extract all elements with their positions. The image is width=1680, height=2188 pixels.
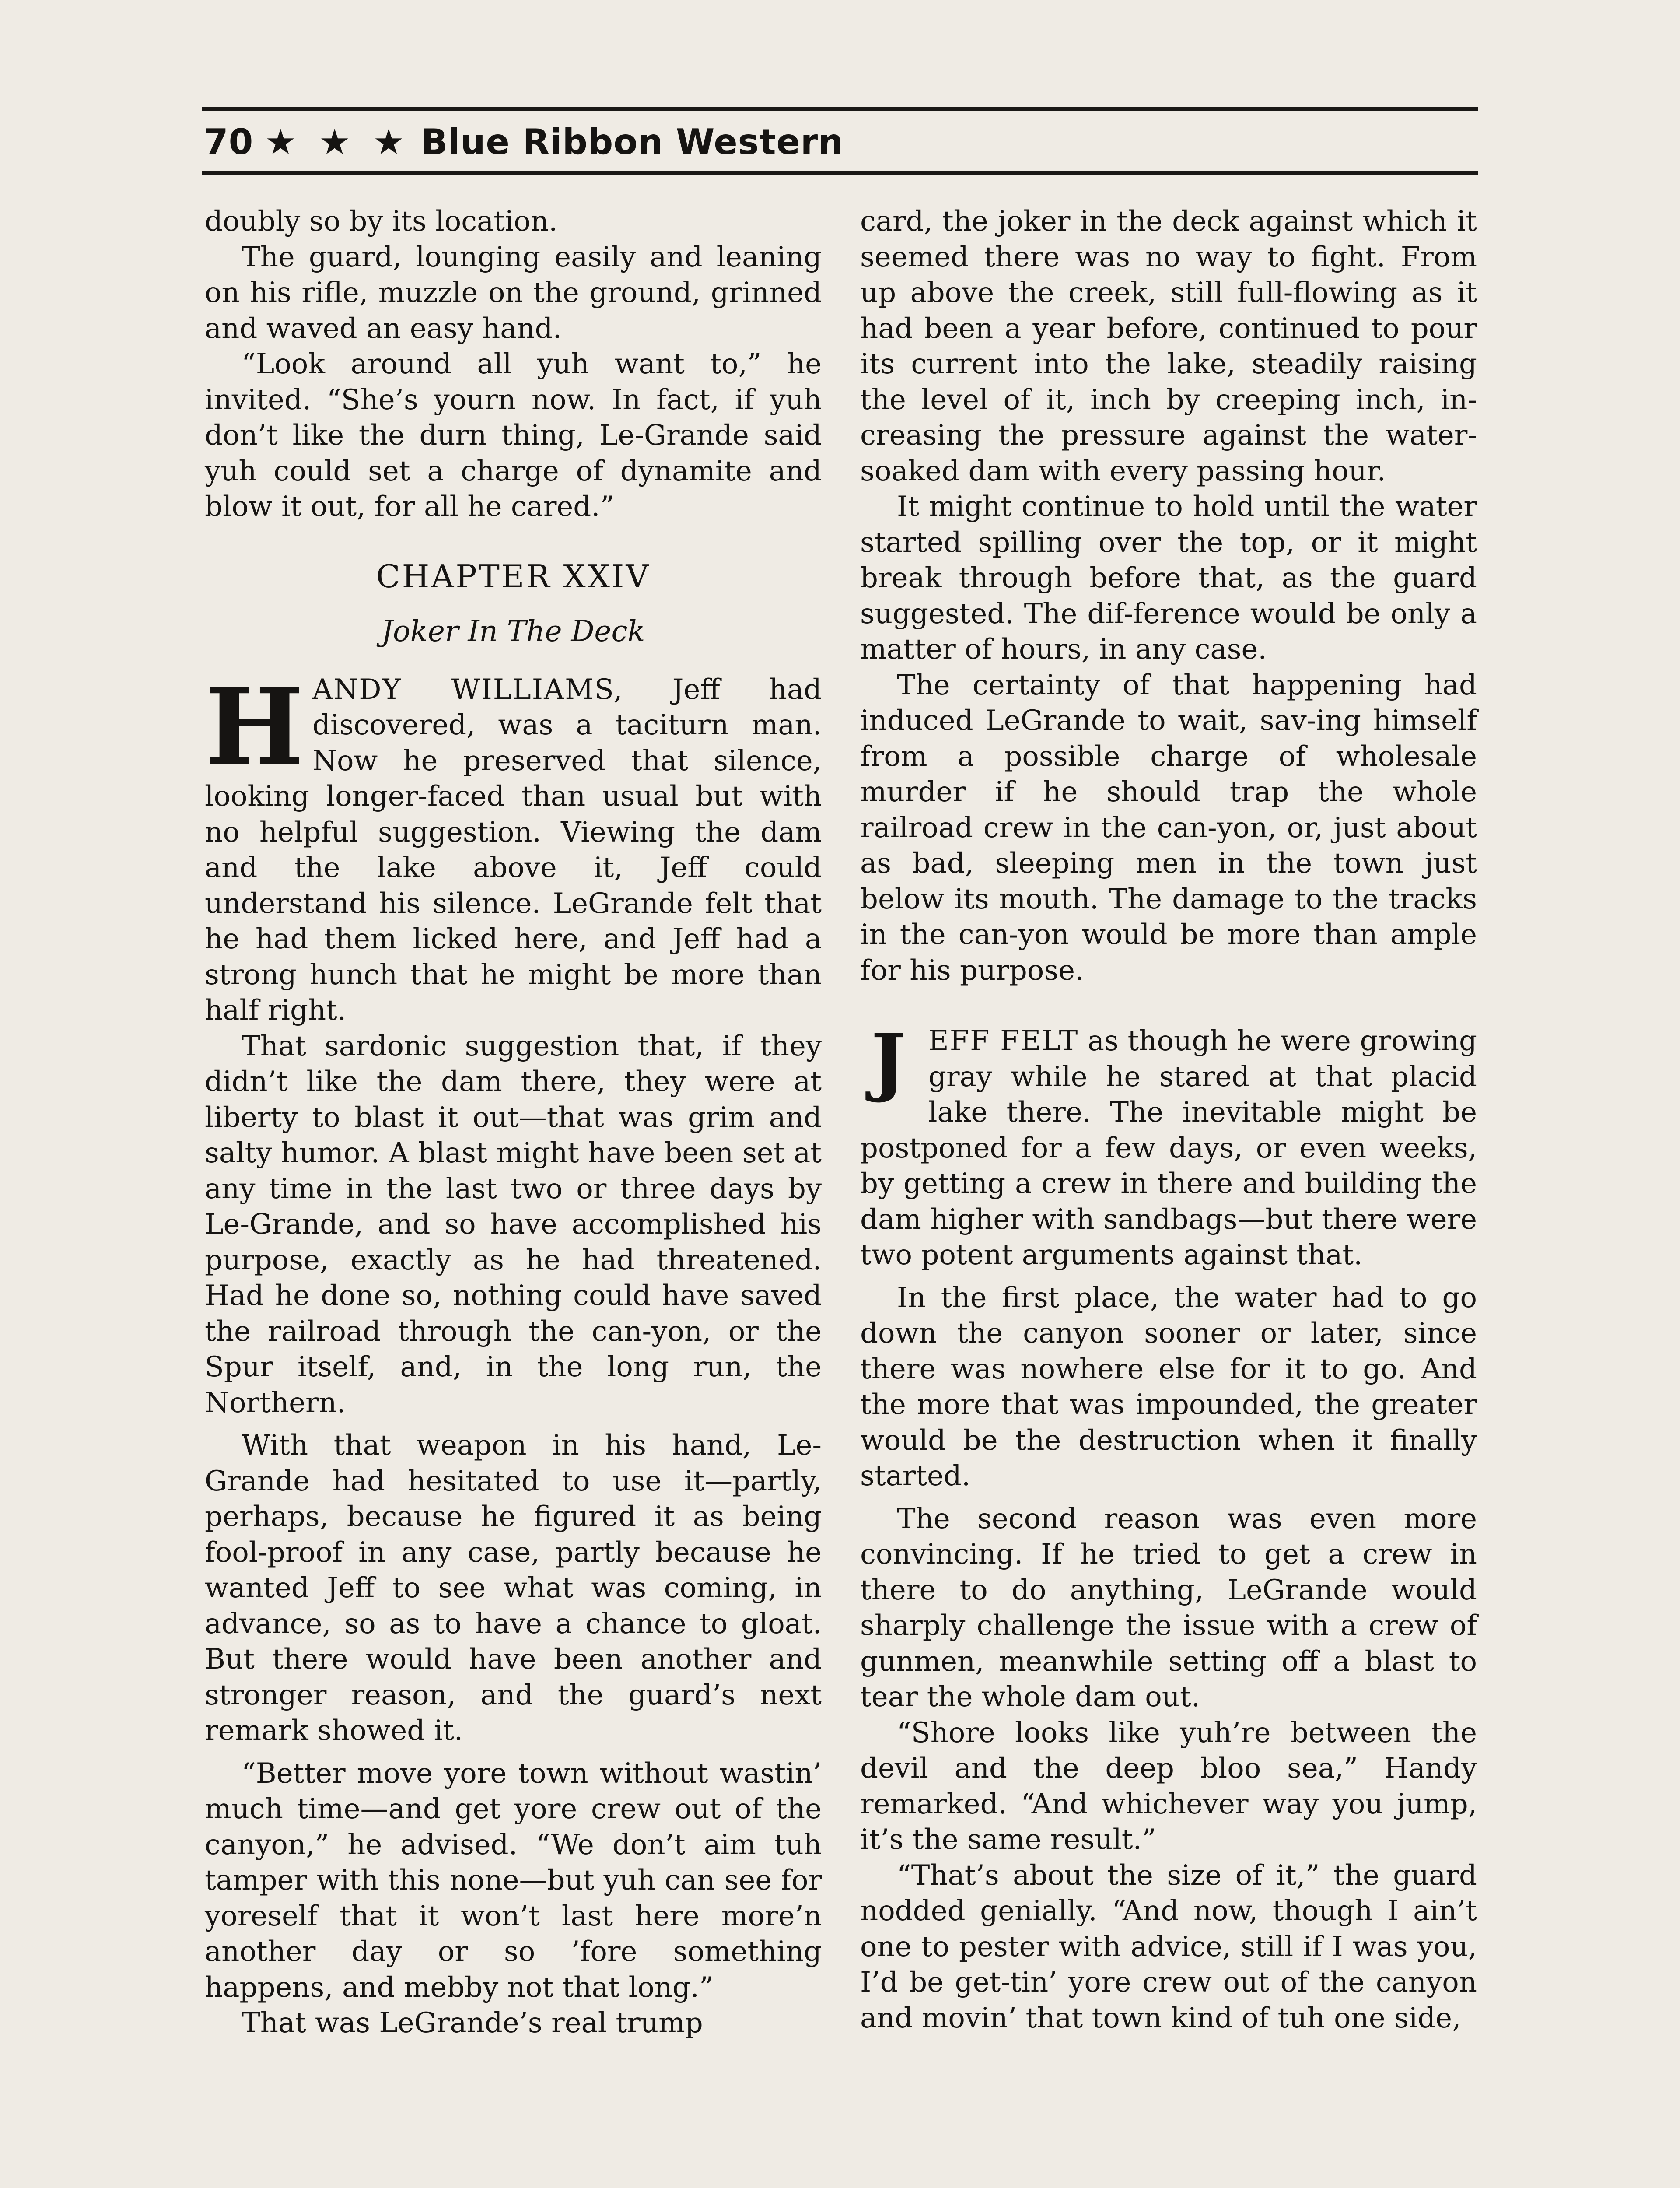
- paragraph: The guard, lounging easily and leaning on his rifle, muzzle on the ground, grinned and waved an easy hand.: [205, 241, 822, 345]
- paragraph: “Look around all yuh want to,” he invited. “She’s yourn now. In fact, if yuh don’t like the durn thing, Le-Grande said yuh could set a charge of dynamite and blow it out, for all he cared.”: [205, 348, 822, 523]
- paragraph: That sardonic suggestion that, if they didn’t like the dam there, they were at liberty to blast it out—that was grim and salty humor. A blast might have been set at any time in the last two or three days by Le-Grande, and so have accomplished his purpose, exactly as he had threatened. Had he done so, nothing could have saved the railroad through the can-yon, or the Spur itself, and, in the long run, the Northern.: [205, 1030, 822, 1419]
- opening-paragraph: [205, 665, 822, 1029]
- header-rule-top: [202, 107, 1478, 111]
- paragraph: It might continue to hold until the water started spilling over the top, or it might break through before that, as the guard suggested. The dif-ference would be only a matter of hours, in any case.: [860, 491, 1477, 666]
- section-break: [860, 989, 1477, 1024]
- paragraph: “That’s about the size of it,” the guard nodded genially. “And now, though I ain’t one to pester with advice, still if I was you, I’d be get-tin’ yore crew out of the canyon and movin’ that town kind of tuh one side,: [860, 1859, 1477, 2034]
- paragraph: In the first place, the water had to go down the canyon sooner or later, since there was nowhere else for it to go. And the more that was impounded, the greater would be the destruction when it finally started.: [860, 1281, 1477, 1492]
- drop-cap: H: [205, 665, 304, 789]
- paragraph-text: Jeff had discovered, was a taciturn man. Now he preserved that silence, looking longer-faced than usual but with no helpful suggestion. Viewing the dam and the lake above it, Jeff could understand his silence. LeGrande felt that he had them licked here, and Jeff had a strong hunch that he might be more than half right.: [205, 673, 822, 1027]
- paragraph: The second reason was even more convincing. If he tried to get a crew in there to do anything, LeGrande would sharply challenge the issue with a crew of gunmen, meanwhile setting off a blast to tear the whole dam out.: [860, 1502, 1477, 1713]
- header-rule-bottom: [202, 171, 1478, 175]
- drop-cap: J: [871, 1017, 906, 1105]
- paragraph: With that weapon in his hand, Le-Grande had hesitated to use it—partly, perhaps, because he figured it as being fool-proof in any case, partly because he wanted Jeff to see what was coming, in advance, so as to have a chance to gloat. But there would have been another and stronger reason, and the guard’s next remark showed it.: [205, 1429, 822, 1747]
- chapter-title: CHAPTER XXIV: [376, 558, 651, 595]
- paragraph: doubly so by its location.: [205, 205, 558, 238]
- magazine-title: Blue Ribbon Western: [421, 121, 844, 162]
- paragraph: “Better move yore town without wastin’ much time—and get yore crew out of the canyon,” he advised. “We don’t aim tuh tamper with this none—but yuh can see for yoreself that it won’t last here more’n another day or so ’fore something happens, and mebby not that long.”: [205, 1757, 822, 2004]
- section-opening-paragraph: [860, 1017, 1477, 1273]
- paragraph: The certainty of that happening had induced LeGrande to wait, sav-ing himself from a possible charge of wholesale murder if he should trap the whole railroad crew in the can-yon, or, just about as bad, sleeping men in the town just below its mouth. The damage to the tracks in the can-yon would be more than ample for his purpose.: [860, 669, 1477, 987]
- page-number: 70: [204, 121, 254, 162]
- running-head: [204, 117, 844, 166]
- right-column: [860, 204, 1477, 2036]
- paragraph: That was LeGrande’s real trump: [242, 2007, 703, 2039]
- lead-in: EFF FELT: [928, 1025, 1079, 1057]
- left-column: [205, 204, 822, 2041]
- chapter-subtitle: Joker In The Deck: [381, 614, 645, 648]
- paragraph-text: as though he were growing gray while he stared at that placid lake there. The inevitable might be postponed for a few days, or even weeks, by getting a crew in there and building the dam higher with sandbags—but there were two potent arguments against that.: [860, 1025, 1477, 1271]
- lead-in: ANDY WILLIAMS,: [312, 673, 623, 706]
- star-ornaments: ★ ★ ★: [265, 121, 410, 162]
- paragraph: card, the joker in the deck against which it seemed there was no way to fight. From up above the creek, still full-flowing as it had been a year before, continued to pour its current into the lake, steadily raising the level of it, inch by creeping inch, in-creasing the pressure against the water-soaked dam with every passing hour.: [860, 205, 1477, 487]
- paragraph: “Shore looks like yuh’re between the devil and the deep bloo sea,” Handy remarked. “And whichever way you jump, it’s the same result.”: [860, 1716, 1477, 1856]
